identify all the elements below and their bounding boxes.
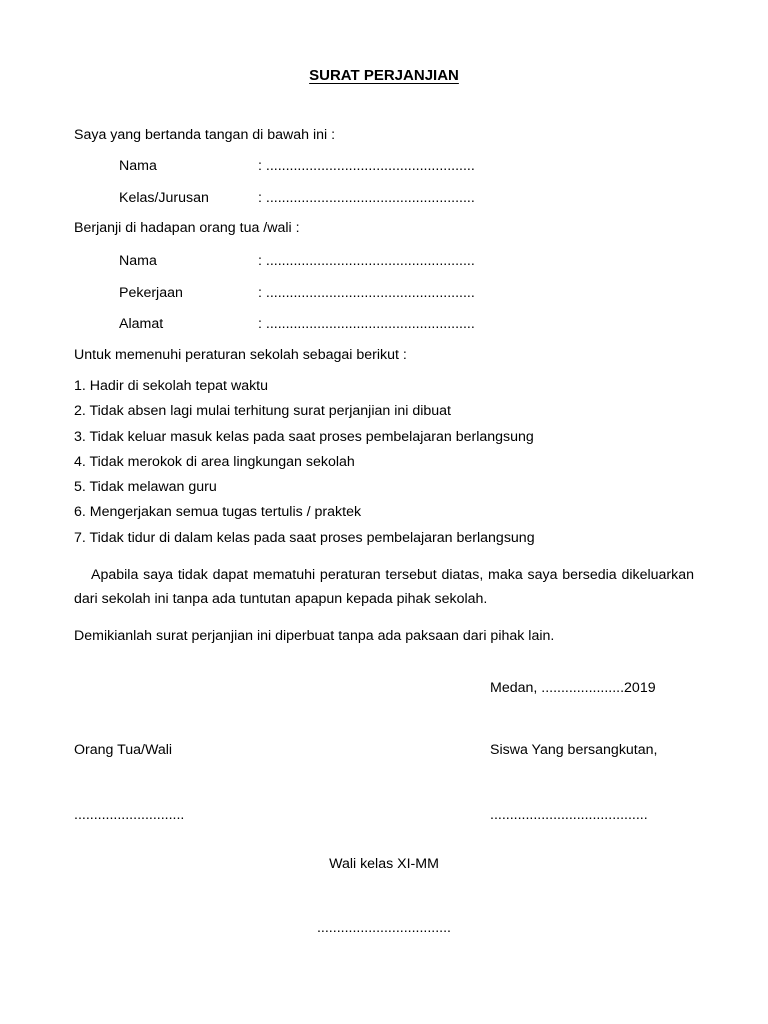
guardian-name-label: Nama [119,253,157,269]
guardian-address-label: Alamat [119,316,164,332]
rules-intro: Untuk memenuhi peraturan sekolah sebagai berikut : [74,347,407,363]
guardian-job-label: Pekerjaan [119,285,183,301]
student-name-label: Nama [119,158,157,174]
consequence-paragraph [74,563,694,611]
student-name-value: : ..................................................... [258,158,475,174]
homeroom-signature-label: Wali kelas XI-MM [329,856,439,872]
student-class-value: : ..................................................... [258,190,475,206]
homeroom-signature-line: .................................. [316,920,452,936]
rule-item: 2. Tidak absen lagi mulai terhitung surat perjanjian ini dibuat [74,403,451,419]
student-signature-label: Siswa Yang bersangkutan, [490,742,658,758]
rule-item: 6. Mengerjakan semua tugas tertulis / praktek [74,504,362,520]
guardian-signature-line: ............................ [74,807,185,823]
rule-item: 7. Tidak tidur di dalam kelas pada saat proses pembelajaran berlangsung [74,530,535,546]
guardian-job-value: : ..................................................... [258,285,475,301]
rule-item: 1. Hadir di sekolah tepat waktu [74,378,269,394]
guardian-address-value: : ..................................................... [258,316,475,332]
closing-text: Demikianlah surat perjanjian ini diperbuat tanpa ada paksaan dari pihak lain. [74,628,555,644]
guardian-name-value: : ..................................................... [258,253,475,269]
intro-text: Saya yang bertanda tangan di bawah ini : [74,127,336,143]
consequence-text: Apabila saya tidak dapat mematuhi peraturan tersebut diatas, maka saya bersedia dikeluarkan dari sekolah ini tanpa ada tuntutan apapun kepada pihak sekolah. [74,567,694,607]
rule-item: 5. Tidak melawan guru [74,479,217,495]
letter-title: SURAT PERJANJIAN [309,67,459,84]
promise-intro: Berjanji di hadapan orang tua /wali : [74,220,300,236]
student-class-label: Kelas/Jurusan [119,190,209,206]
rule-item: 3. Tidak keluar masuk kelas pada saat proses pembelajaran berlangsung [74,429,534,445]
rule-item: 4. Tidak merokok di area lingkungan sekolah [74,454,355,470]
place-date: Medan, .....................2019 [490,680,656,696]
student-signature-line: ........................................ [490,807,648,823]
guardian-signature-label: Orang Tua/Wali [74,742,173,758]
